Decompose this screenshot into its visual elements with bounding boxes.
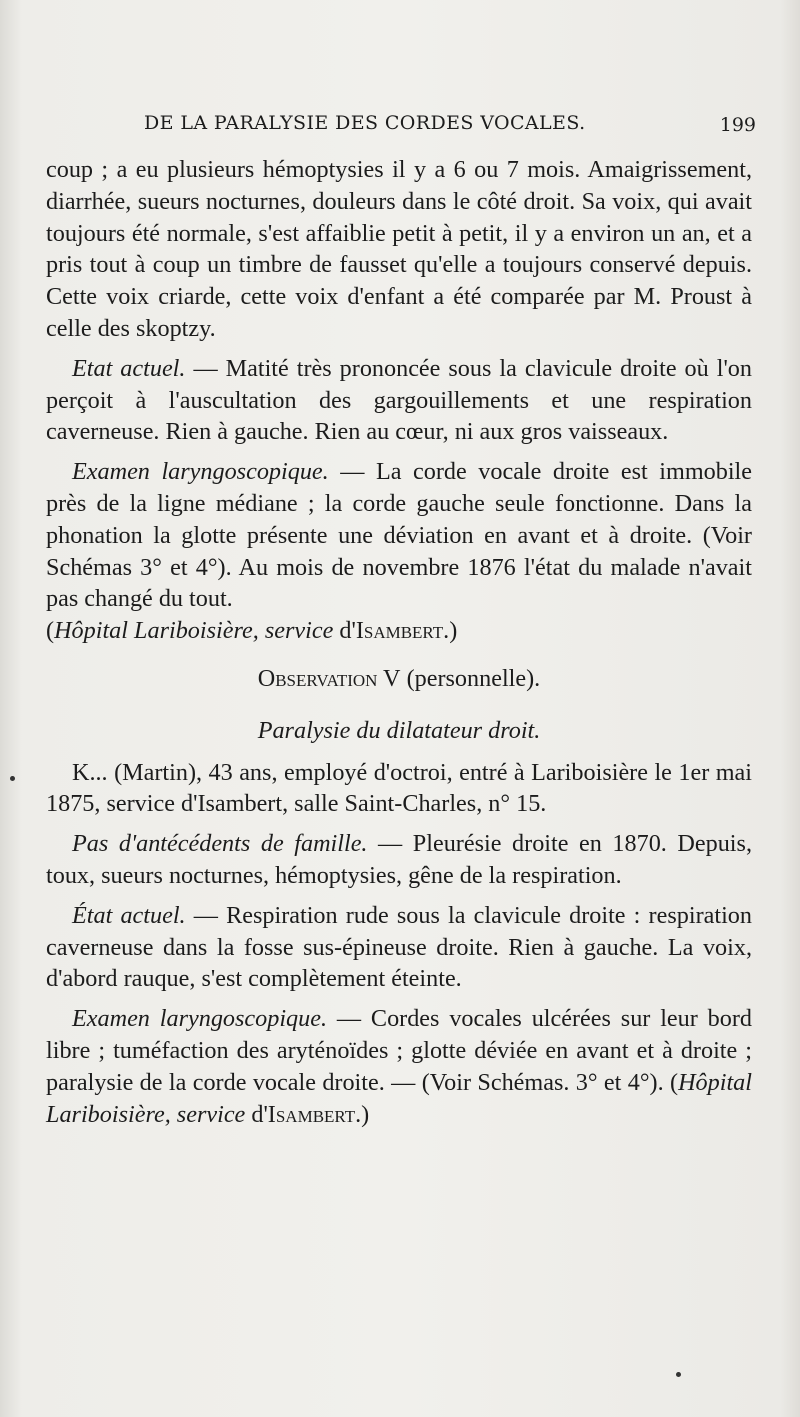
running-title: DE LA PARALYSIE DES CORDES VOCALES. bbox=[144, 112, 586, 134]
paragraph-text: — Respiration rude sous la clavicule droite : respiration caverneuse dans la fosse sus-épineuse droite. Rien à gauche. La voix, d'abord rauque, s'est complètement éteinte. bbox=[46, 901, 752, 993]
paragraph-label: État actuel. bbox=[72, 901, 186, 929]
margin-dot bbox=[10, 776, 15, 781]
paragraph-label: Etat actuel. bbox=[72, 354, 186, 382]
paragraph-examen-2 bbox=[46, 1003, 752, 1130]
observation-subtitle: Paralysie du dilatateur droit. bbox=[257, 716, 541, 744]
paragraph-etat-actuel-2 bbox=[46, 900, 752, 995]
paragraph-examen bbox=[46, 456, 752, 647]
source-italic: Hôpital Lariboisière, service bbox=[54, 617, 334, 645]
paragraph-label: Examen laryngoscopique. bbox=[72, 1005, 328, 1033]
paragraph-etat-actuel bbox=[46, 353, 752, 448]
paragraph-antecedents bbox=[46, 828, 752, 892]
source-open: ( bbox=[46, 617, 55, 645]
page-body bbox=[46, 154, 752, 1138]
paragraph-patient: K... (Martin), 43 ans, employé d'octroi, entré à Lariboisière le 1er mai 1875, service d'Isambert, salle Saint-Charles, n° 15. bbox=[46, 758, 752, 818]
page-number: 199 bbox=[719, 114, 756, 136]
paragraph-label: Examen laryngoscopique. bbox=[72, 458, 329, 486]
observation-heading bbox=[46, 663, 752, 695]
paragraph-text: — Pleurésie droite en 1870. Depuis, toux, sueurs nocturnes, hémoptysies, gêne de la respiration. bbox=[46, 830, 752, 889]
observation-title-rest: (personnelle). bbox=[400, 664, 541, 692]
paragraph-text: — La corde vocale droite est immobile près de la ligne médiane ; la corde gauche seule fonctionne. Dans la phonation la glotte présente une déviation en avant et à droite. (Voir Schémas 3° et 4°). Au mois de novembre 1876 l'état du malade n'avait pas changé du tout. bbox=[46, 458, 753, 613]
source-author: Isambert bbox=[355, 617, 444, 645]
source-close: .) bbox=[443, 617, 458, 645]
source-author: Isambert bbox=[267, 1100, 356, 1128]
paragraph-text: — Cordes vocales ulcérées sur leur bord libre ; tuméfaction des aryténoïdes ; glotte déviée en avant et à droite ; paralysie de la corde vocale droite. — (Voir Schémas. 3° et 4°). ( bbox=[46, 1005, 752, 1096]
observation-title: Observation V bbox=[257, 664, 401, 692]
running-head bbox=[46, 112, 756, 142]
source-italic: Hôpital Lariboisière, service bbox=[46, 1068, 752, 1128]
margin-dot bbox=[676, 1372, 681, 1377]
source-plain: d' bbox=[333, 617, 356, 645]
paragraph-continuation: coup ; a eu plusieurs hémoptysies il y a 6 ou 7 mois. Amaigrissement, diarrhée, sueurs nocturnes, douleurs dans le côté droit. Sa voix, qui avait toujours été normale, s'est affaiblie petit à petit, il y a environ un an, et a pris tout à coup un timbre de fausset qu'elle a toujours conservé depuis. Cette voix criarde, cette voix d'enfant a été comparée par M. Proust à celle des skoptzy. bbox=[46, 156, 752, 342]
source-plain: d' bbox=[245, 1100, 268, 1128]
paragraph-label: Pas d'antécédents de famille. bbox=[72, 830, 368, 858]
source-close: .) bbox=[355, 1100, 370, 1128]
paragraph-text: — Matité très prononcée sous la clavicule droite où l'on perçoit à l'auscultation des gargouillements et une respiration caverneuse. Rien à gauche. Rien au cœur, ni aux gros vaisseaux. bbox=[46, 354, 752, 446]
